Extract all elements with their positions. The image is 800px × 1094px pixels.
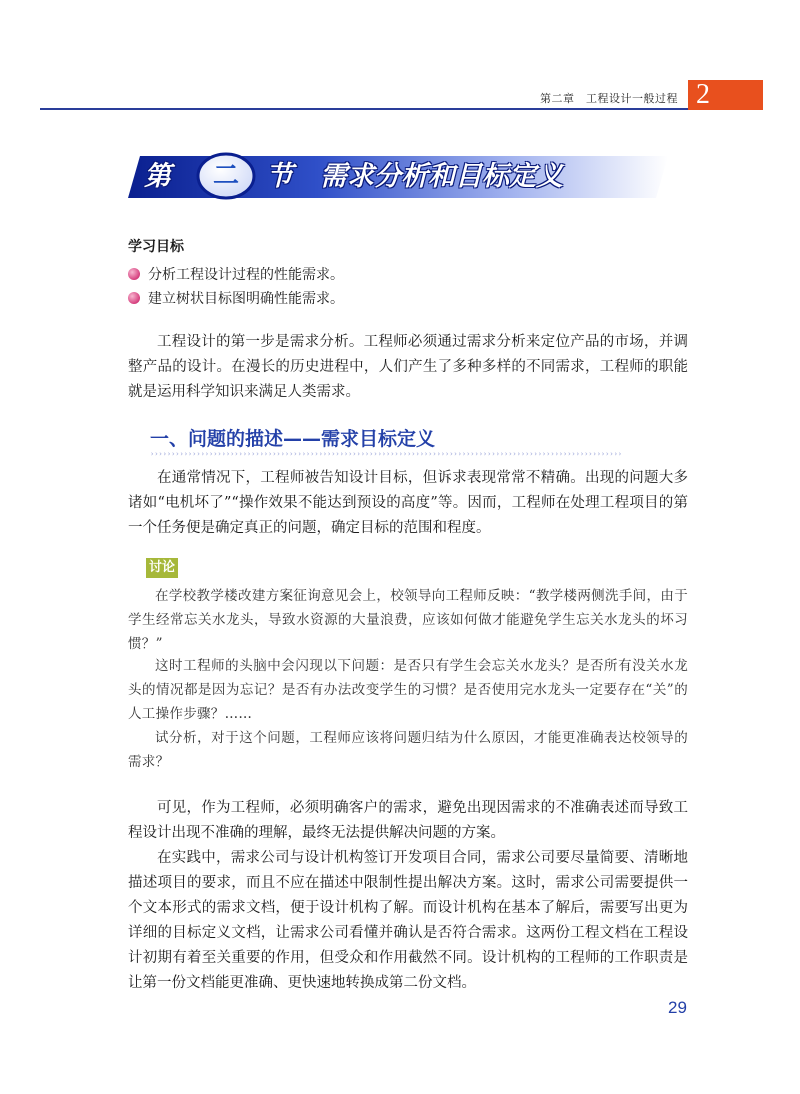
objective-item bbox=[128, 262, 688, 286]
section-title: 需求分析和目标定义 bbox=[320, 161, 563, 192]
closing-section bbox=[128, 796, 688, 996]
chapter-number-tab: 2 bbox=[688, 80, 763, 110]
running-header-chapter: 第二章 工程设计一般过程 bbox=[540, 92, 678, 105]
subsection-heading: 一、问题的描述——需求目标定义 bbox=[150, 428, 436, 450]
discussion-paragraph: 这时工程师的头脑中会闪现以下问题：是否只有学生会忘关水龙头？是否所有没关水龙头的情况都是因为忘记？是否有办法改变学生的习惯？是否使用完水龙头一定要存在“关”的人工操作步骤？…… bbox=[128, 658, 688, 722]
objectives-heading: 学习目标 bbox=[128, 239, 184, 255]
bullet-icon bbox=[128, 292, 140, 304]
discussion-paragraph: 试分析，对于这个问题，工程师应该将问题归结为什么原因，才能更准确表达校领导的需求？ bbox=[128, 730, 688, 770]
section-banner bbox=[128, 152, 668, 202]
subsection-rule: ›››››››››››››››››››››››››››››››››››››››››››››››››››››››››››››››››››››››››››››››››››››››››››››››››››››››››››››››› bbox=[150, 451, 623, 457]
objectives-list bbox=[128, 262, 688, 310]
objective-item bbox=[128, 286, 688, 310]
body-paragraph: 在实践中，需求公司与设计机构签订开发项目合同，需求公司要尽量简要、清晰地描述项目的要求，而且不应在描述中限制性提出解决方案。这时，需求公司需要提供一个文本形式的需求文档，便于设计机构了解。而设计机构在基本了解后，需要写出更为详细的目标定义文档，让需求公司看懂并确认是否符合需求。这两份工程文档在工程设计初期有着至关重要的作用，但受众和作用截然不同。设计机构的工程师的工作职责是让第一份文档能更准确、更快速地转换成第二份文档。 bbox=[128, 850, 688, 991]
discussion-label: 讨论 bbox=[146, 558, 178, 578]
header-rule bbox=[40, 108, 688, 110]
banner-prefix: 第 bbox=[144, 161, 171, 192]
page-number: 29 bbox=[668, 998, 687, 1017]
body-paragraph: 可见，作为工程师，必须明确客户的需求，避免出现因需求的不准确表述而导致工程设计出现不准确的理解，最终无法提供解决问题的方案。 bbox=[128, 800, 688, 841]
discussion-paragraph: 在学校教学楼改建方案征询意见会上，校领导向工程师反映：“教学楼两侧洗手间，由于学生经常忘关水龙头，导致水资源的大量浪费，应该如何做才能避免学生忘关水龙头的坏习惯？” bbox=[128, 588, 688, 652]
body-paragraph: 在通常情况下，工程师被告知设计目标，但诉求表现常常不精确。出现的问题大多诸如“电机坏了”“操作效果不能达到预设的高度”等。因而，工程师在处理工程项目的第一个任务便是确定真正的问题，确定目标的范围和程度。 bbox=[128, 470, 688, 536]
bullet-icon bbox=[128, 268, 140, 280]
objective-text: 建立树状目标图明确性能需求。 bbox=[148, 291, 344, 307]
objective-text: 分析工程设计过程的性能需求。 bbox=[148, 267, 344, 283]
banner-section-number: 二 bbox=[212, 161, 239, 191]
banner-suffix: 节 bbox=[266, 161, 293, 192]
intro-paragraph: 工程设计的第一步是需求分析。工程师必须通过需求分析来定位产品的市场，并调整产品的设计。在漫长的历史进程中，人们产生了多种多样的不同需求，工程师的职能就是运用科学知识来满足人类需求。 bbox=[128, 334, 688, 400]
